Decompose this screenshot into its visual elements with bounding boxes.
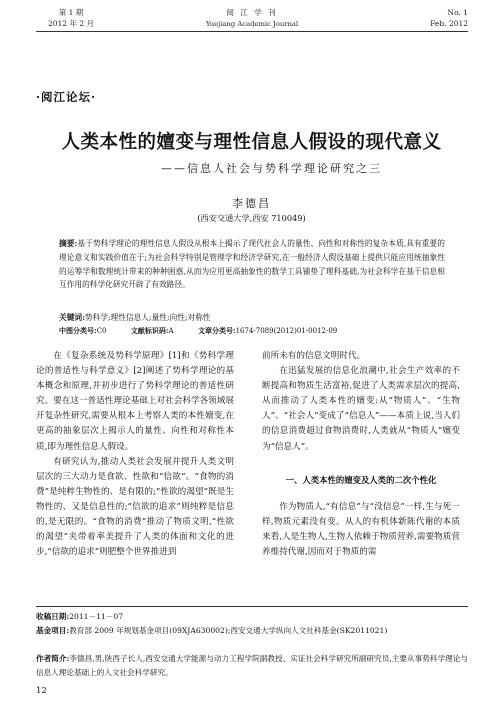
footnote-received (36, 610, 468, 624)
body-paragraph: 前所未有的信息文明时代。 (262, 351, 366, 361)
page-number: 12 (36, 686, 47, 696)
clc-label: 中图分类号: (59, 326, 97, 335)
body-column-left (36, 349, 234, 560)
author-name: 李德昌 (232, 197, 271, 210)
received-date: 2011－11－07 (69, 612, 124, 621)
body-paragraph: 在迅猛发展的信息化浪潮中,社会生产效率的不断提高和物质生活富裕,促进了人类需求层次的提高,从而推动了人类本性的嬗变:从“物质人”、“生物人”、“社会人”变成了“信息人”——本质上说,当人们的信息消费超过食物消费时,人类就从“物质人”嬗变为“信息人”。 (262, 366, 460, 452)
body-paragraph: 有研究认为,推动人类社会发展并提升人类文明层次的三大动力是食欲、性欲和“信欲”。“食物的消费”是纯粹生物性的、是有限的;“性欲的渴望”既是生物性的、又是信息性的;“信欲的追求”则纯粹是信息的,是无限的。“食物的消费”推动了物质文明,“性欲的渴望”夹带着率美提升了人类的体面和文化的进步,“信欲的追求”则肥整个世界推进到 (36, 456, 234, 558)
received-label: 收稿日期: (36, 612, 70, 621)
author-affiliation: (西安交通大学,西安 710049) (197, 213, 306, 223)
abstract (59, 237, 445, 292)
classification-line (59, 325, 459, 337)
keywords-text: 势科学;理性信息人;量性;向性;对称性 (84, 313, 211, 322)
article-id-label: 文章分类号: (198, 326, 236, 335)
author-bio-text: 李德昌,男,陕西子长人,西安交通大学能源与动力工程学院副教授、实证社会科学研究所副研究员,主要从事势科学理论与信息人理论基础上的人文社会科学研究。 (36, 654, 468, 677)
header-issue-no: No. 1 (447, 8, 468, 17)
fund-text: 教育部 2009 年规划基金项目(09XJA630002);西安交通大学纵向人文社科基金(SK2011021) (69, 626, 388, 635)
paper-subtitle: ——信息人社会与势科学理论研究之三 (161, 162, 382, 175)
abstract-text: 基于势科学理论的理性信息人假设从根本上揭示了现代社会人的量性、向性和对称性的复杂本质,具有重要的理论意义和实践价值在于;为社会科学特别是管理学和经济学研究,在一般经济人假设基础上提供只能应用统抽象性的运筹学和数理统计带来的种种困惑,从而为应用更高抽象性的数学工具铺垫了理科基础,为社会科学在基于信息相互作用的科学化研究开辟了有效路径。 (59, 239, 445, 290)
section-heading: 一、人类本性的嬗变及人类的二次个性化 (285, 474, 437, 485)
footnote-fund (36, 624, 468, 638)
keywords-label: 关键词: (59, 313, 85, 322)
doc-code-value: A (168, 327, 174, 335)
keywords (59, 311, 445, 325)
section-label: ·阅江论坛· (36, 90, 97, 104)
header-issue: 第 1 期 (58, 8, 84, 17)
article-id-value: 1674-7089(2012)01-0012-09 (235, 327, 338, 335)
paper-title: 人类本性的嬗变与理性信息人假设的现代意义 (61, 132, 442, 153)
header-rule (36, 31, 468, 32)
author-bio-label: 作者简介: (36, 654, 70, 663)
clc-value: C0 (96, 327, 107, 335)
doc-code-label: 文献标识码: (130, 326, 169, 335)
header-date-en: Feb. 2012 (430, 19, 468, 28)
footnote-rule (36, 606, 468, 607)
footnote-author (36, 652, 468, 679)
body-paragraph: 在《复杂系统及势科学原理》[1]和《势科学理论的普适性与科学意义》[2]阐述了势科学理论的基本概念和原理,并初步进行了势科学理论的普适性研究。要在这一普适性理论基础上对社会科学各领域展开复杂性研究,需要从根本上考察人类的本性嬗变,在更高的抽象层次上揭示人的量性、向性和对称性本质,即为理性信息人假设。 (36, 351, 234, 452)
header-journal-en: Yuejiang Academic Journal (205, 20, 299, 28)
body-column-right (262, 349, 460, 560)
body-paragraph: 作为物质人,“有信息”与“没信息”一样,生与死一样,物质元素没有变。从人的有机体新陈代谢的本质来看,人是生物人,生物人依赖于物质营养,需要物质营养维持代谢,因而对于物质的需 (262, 501, 460, 558)
header-journal-cn: 阅 江 学 刊 (226, 8, 278, 17)
fund-label: 基金项目: (36, 626, 70, 635)
abstract-label: 摘要: (59, 239, 78, 248)
header-date-cn: 2012 年 2 月 (47, 19, 94, 28)
